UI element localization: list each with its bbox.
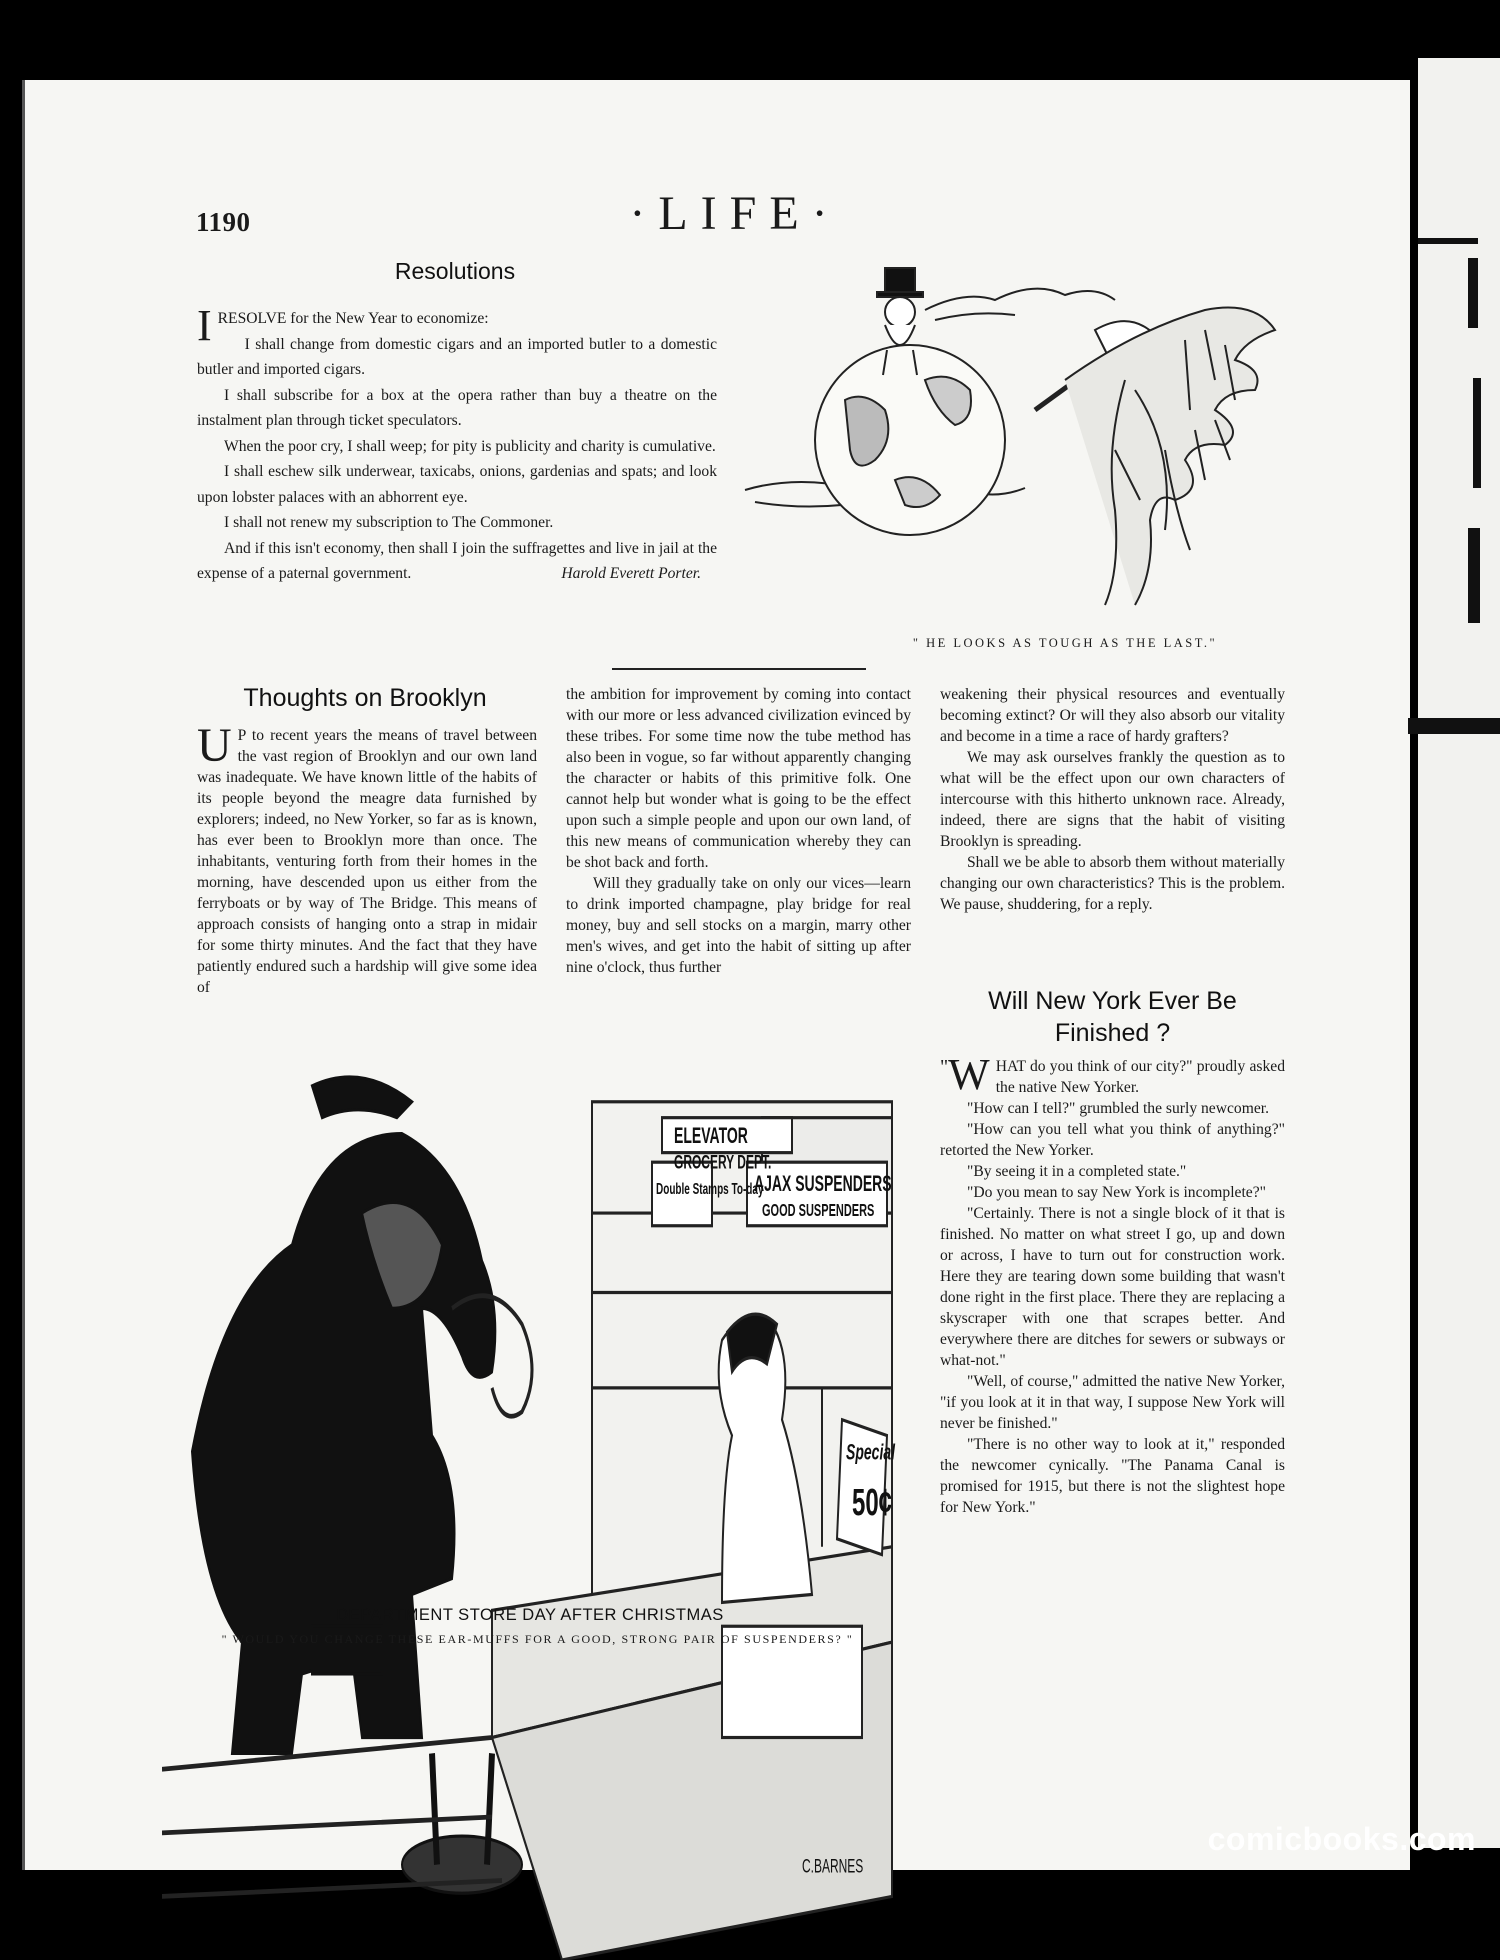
newyork-para: "Do you mean to say New York is incomplete?" [967, 1184, 1267, 1201]
newyork-text [940, 1050, 1285, 1518]
brooklyn-para: Shall we be able to absorb them without materially changing our own characteristics? This is the problem. We pause, shuddering, for a reply. [940, 854, 1285, 913]
resolutions-para: I shall change from domestic cigars and an imported butler to a domestic butler and imported cigars. [197, 335, 717, 378]
masthead-life: ·LIFE· [629, 187, 841, 240]
newyork-para: "There is no other way to look at it," responded the newcomer cynically. "The Panama Canal is promised for 1915, but there is not the slightest hope for New York." [940, 1436, 1285, 1516]
sign-elevator: ELEVATOR [674, 1122, 748, 1148]
divider-rule [612, 668, 866, 670]
top-cartoon-caption: " HE LOOKS AS TOUGH AS THE LAST." [912, 636, 1218, 650]
resolutions-para: I shall eschew silk underwear, taxicabs, onions, gardenias and spats; and look upon lobster palaces with an abhorrent eye. [197, 463, 717, 506]
newyork-title [940, 985, 1285, 1049]
newyork-para: "How can I tell?" grumbled the surly newcomer. [967, 1100, 1269, 1117]
brooklyn-title: Thoughts on Brooklyn [243, 684, 487, 712]
dropcap: U [197, 719, 232, 772]
sign-double-stamps: Double Stamps To-day [656, 1179, 764, 1198]
sign-price: 50¢ [852, 1480, 893, 1524]
bottom-cartoon-caption: " WOULD YOU CHANGE THESE EAR-MUFFS FOR A GOOD, STRONG PAIR OF SUSPENDERS? " [221, 1632, 854, 1646]
watermark: comicbooks.com [1207, 1821, 1476, 1857]
resolutions-text [197, 301, 717, 587]
resolutions-para: I shall not renew my subscription to The Commoner. [224, 514, 554, 531]
newyork-title-line: Will New York Ever Be [988, 987, 1237, 1015]
sign-grocery: GROCERY DEPT. [674, 1152, 772, 1174]
resolutions-para: I shall subscribe for a box at the opera rather than buy a theatre on the instalment plan through ticket speculators. [197, 386, 717, 429]
brooklyn-col-2 [566, 684, 911, 978]
facing-page-edge [1418, 58, 1500, 1848]
cartoon-globe-angel [735, 250, 1295, 620]
newyork-title-line: Finished ? [1054, 1019, 1171, 1047]
newyork-para: " W HAT do you think of our city?" proudly asked the native New Yorker. [940, 1050, 1285, 1099]
resolutions-para: When the poor cry, I shall weep; for pity is publicity and charity is cumulative. [224, 437, 716, 455]
newyork-para: "Certainly. There is not a single block of it that is finished. No matter on what street I go, up and down or across, I have to turn out for construction work. Here they are tearing down some building that wasn't done right in the first place. There they are replacing a skyscraper with one that scrapes better. And everywhere there are ditches for sewers or subways or what-not." [940, 1205, 1285, 1369]
newyork-para: "Well, of course," admitted the native New Yorker, "if you look at it in that way, I suppose New York will never be finished." [940, 1373, 1285, 1432]
dropcap: I [197, 301, 212, 350]
artist-signature: C.BARNES [802, 1857, 864, 1878]
newyork-para: "By seeing it in a completed state." [967, 1163, 1187, 1180]
resolutions-title: Resolutions [394, 258, 516, 284]
sign-ajax: AJAX SUSPENDERS [754, 1170, 892, 1196]
cartoon-elephant-store [162, 1070, 902, 1960]
brooklyn-col-3 [940, 684, 1285, 915]
brooklyn-col-1 [197, 719, 537, 998]
bottom-cartoon-title: DEPARTMENT STORE DAY AFTER CHRISTMAS [336, 1606, 724, 1624]
resolutions-para: IRESOLVE for the New Year to economize: [197, 301, 489, 350]
brooklyn-para: the ambition for improvement by coming into contact with our more or less advanced civilization evinced by these tribes. For some time now the tube method has also been in vogue, so far without apparently changing the character or habits of this primitive folk. One cannot help but wonder what is going to be the effect upon such a simple people and upon our own land, of this new means of communication whereby they can be shot back and forth. [566, 686, 911, 871]
brooklyn-para: Will they gradually take on only our vices—learn to drink imported champagne, play bridge for real money, buy and sell stocks on a margin, marry other men's wives, and get into the habit of sitting up after nine o'clock, thus further [566, 875, 911, 976]
brooklyn-para: weakening their physical resources and eventually becoming extinct? Or will they also absorb our vitality and become in a time a race of hardy grafters? [940, 686, 1285, 745]
brooklyn-para: U P to recent years the means of travel between the vast region of Brooklyn and our own land was inadequate. We have known little of the habits of its people beyond the meagre data furnished by explorers; indeed, no New Yorker, so far as is known, has ever been to Brooklyn more than once. The inhabitants, venturing forth from their homes in the morning, have descended upon us either from the ferryboats or by way of The Bridge. This means of approach consists of hanging onto a strap in midair for some thirty minutes. And the fact that they have patiently endured such a hardship will give some idea of [197, 719, 537, 996]
sign-special: Special [846, 1439, 896, 1465]
page-number: 1190 [196, 207, 251, 237]
sign-good: GOOD SUSPENDERS [762, 1201, 875, 1222]
newyork-para: "How can you tell what you think of anything?" retorted the New Yorker. [940, 1121, 1285, 1159]
open-quote: " [940, 1056, 949, 1078]
brooklyn-para: We may ask ourselves frankly the question as to what will be the effect upon our own characters of intercourse with this hitherto unknown race. Already, indeed, there are signs that the habit of visiting Brooklyn is spreading. [940, 749, 1285, 850]
dropcap: W [948, 1050, 990, 1099]
author-signature: Harold Everett Porter. [561, 565, 701, 582]
resolutions-para: And if this isn't economy, then shall I join the suffragettes and live in jail at the expense of a paternal government. Harold Everett Porter. [197, 536, 717, 587]
